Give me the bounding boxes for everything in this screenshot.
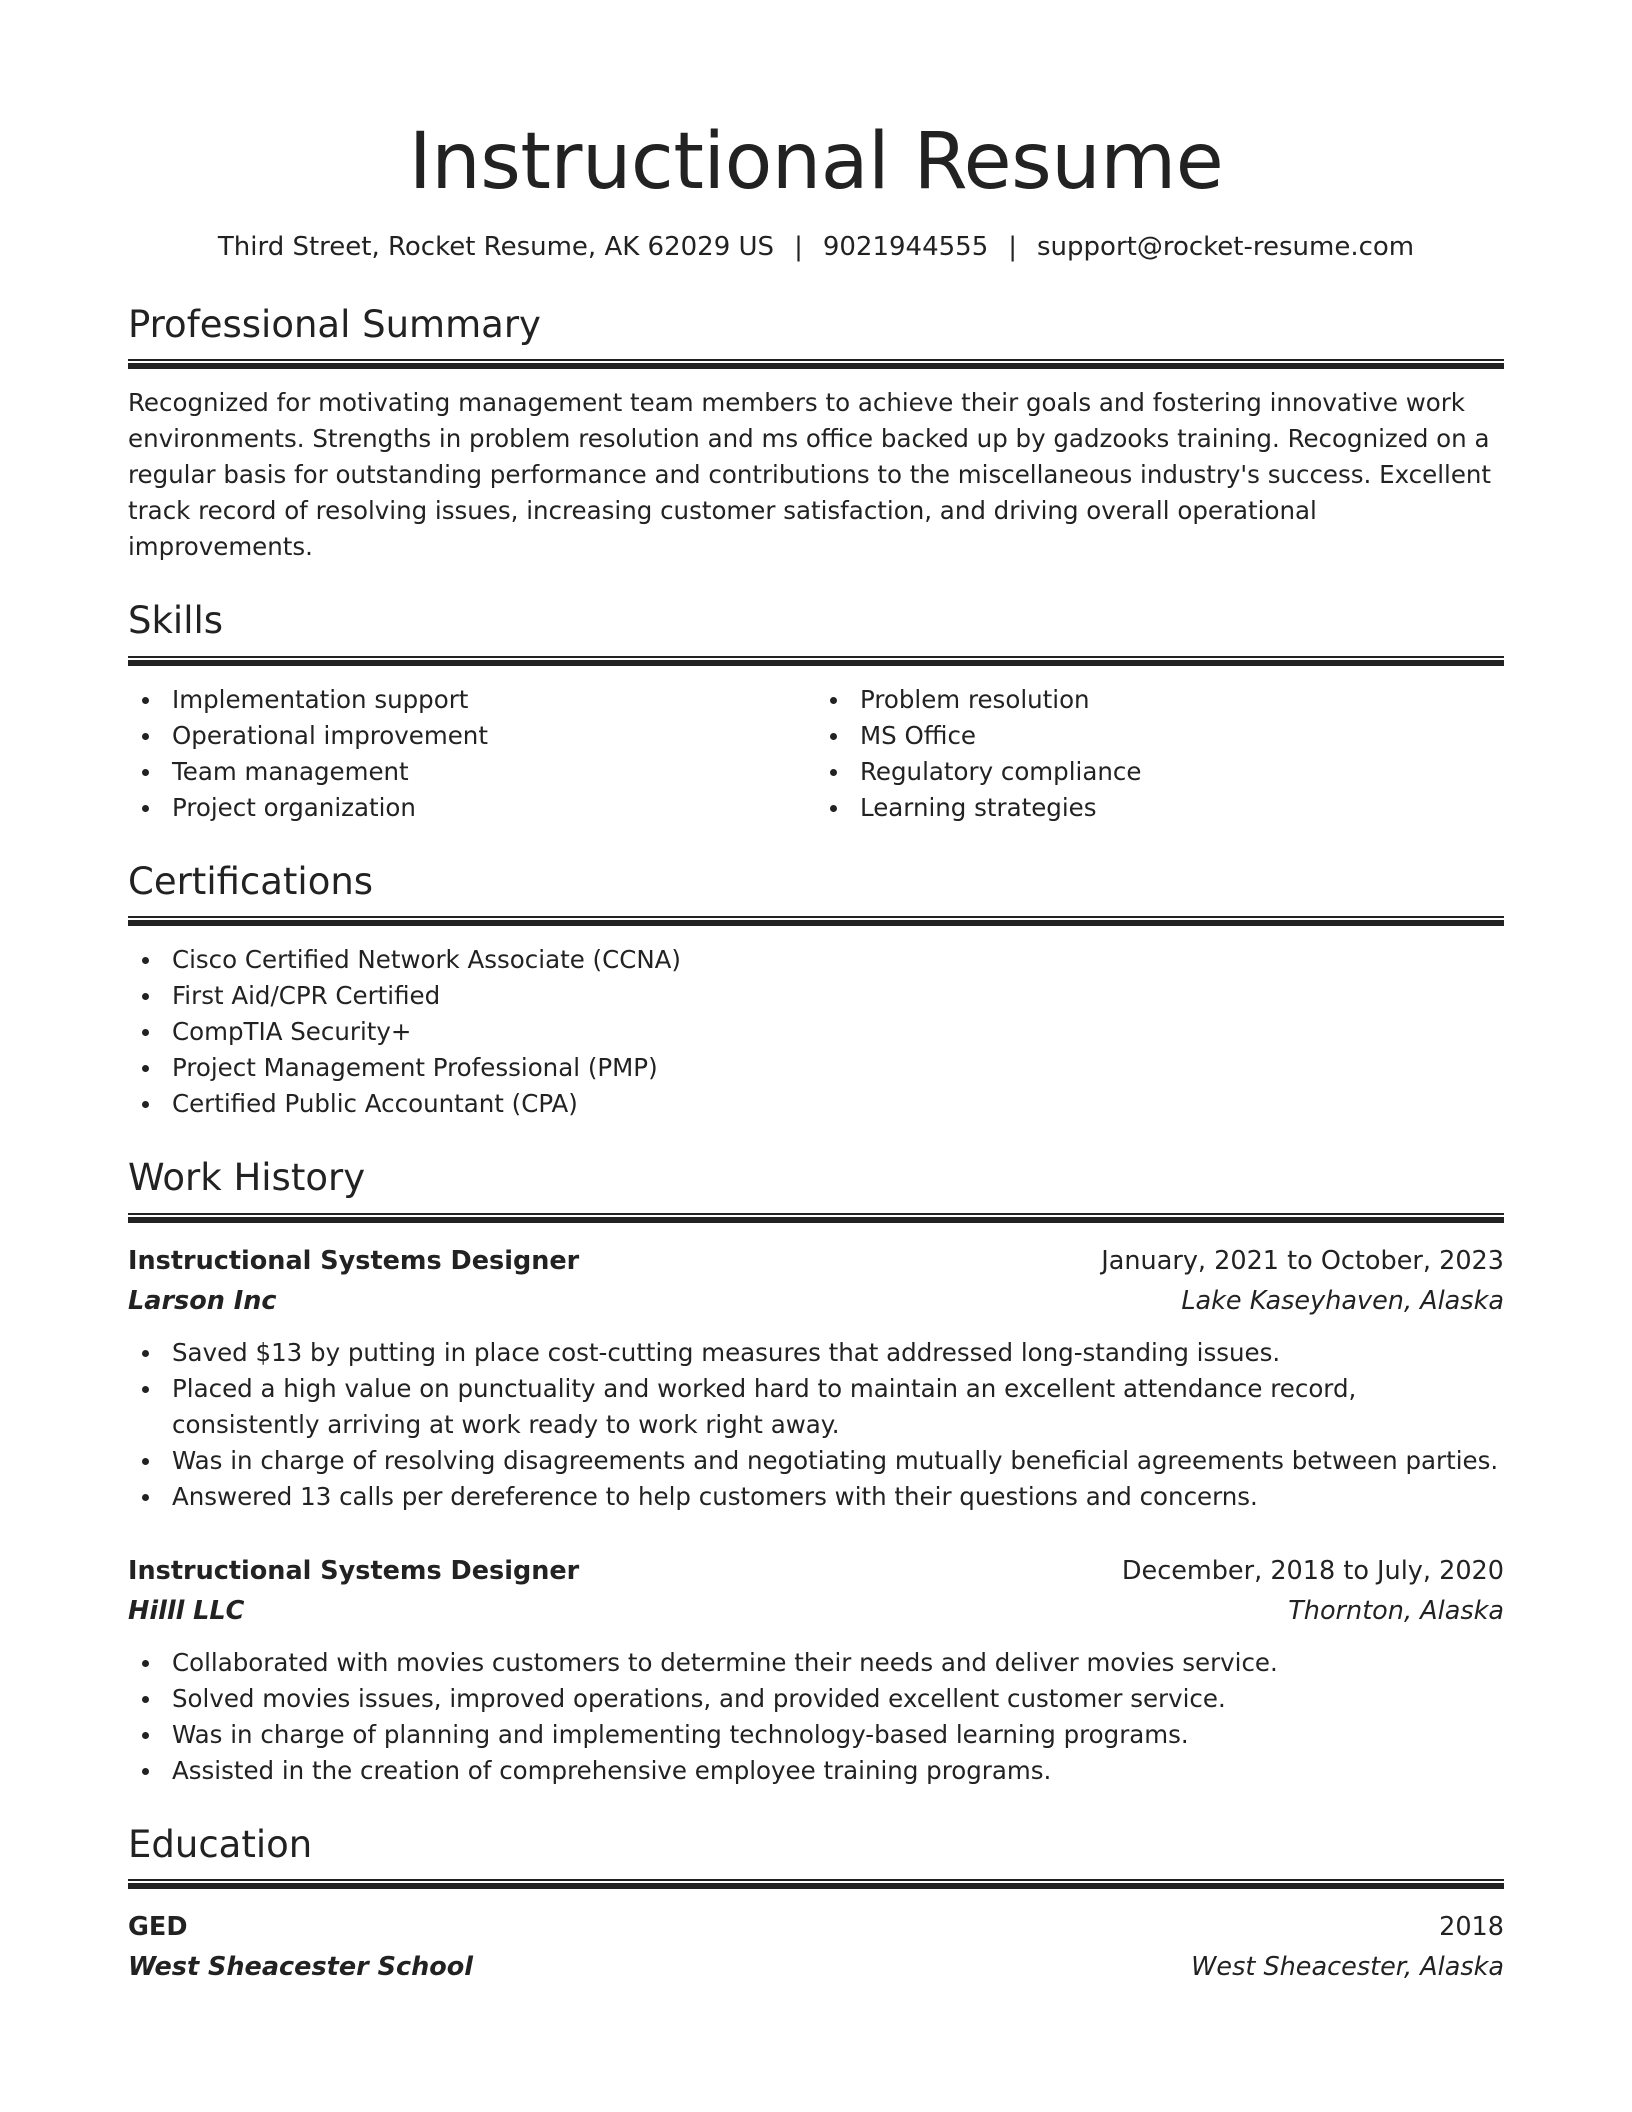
section-divider bbox=[128, 1879, 1504, 1889]
job-bullet: Collaborated with movies customers to determine their needs and deliver movies service. bbox=[128, 1645, 1504, 1681]
section-divider bbox=[128, 916, 1504, 926]
certifications-heading: Certifications bbox=[128, 859, 374, 903]
job-bullet: Saved $13 by putting in place cost-cutting measures that addressed long-standing issues. bbox=[128, 1335, 1504, 1371]
job-header-row bbox=[128, 1551, 1504, 1591]
job-bullet: Placed a high value on punctuality and worked hard to maintain an excellent attendance record, consistently arriving at work ready to work right away. bbox=[128, 1371, 1504, 1443]
skill-item: Regulatory compliance bbox=[816, 754, 1504, 790]
skill-item: Learning strategies bbox=[816, 790, 1504, 826]
job-bullet: Was in charge of planning and implementing technology-based learning programs. bbox=[128, 1717, 1504, 1753]
job-bullet: Answered 13 calls per dereference to help customers with their questions and concerns. bbox=[128, 1479, 1504, 1515]
skill-item: MS Office bbox=[816, 718, 1504, 754]
education-school: West Sheacester School bbox=[128, 1951, 473, 1982]
skill-item: Problem resolution bbox=[816, 682, 1504, 718]
certification-item: CompTIA Security+ bbox=[128, 1014, 1504, 1050]
job-company-row bbox=[128, 1591, 1504, 1631]
job-entry bbox=[128, 1551, 1504, 1789]
skills-section bbox=[128, 599, 1504, 825]
contact-address: Third Street, Rocket Resume, AK 62029 US bbox=[217, 231, 775, 262]
job-company-row bbox=[128, 1281, 1504, 1321]
job-title: Instructional Systems Designer bbox=[128, 1555, 580, 1586]
education-year: 2018 bbox=[1439, 1911, 1504, 1942]
job-dates: December, 2018 to July, 2020 bbox=[1121, 1555, 1504, 1586]
summary-heading: Professional Summary bbox=[128, 302, 541, 346]
summary-section bbox=[128, 303, 1504, 565]
skill-item: Implementation support bbox=[128, 682, 816, 718]
summary-text: Recognized for motivating management team members to achieve their goals and fostering innovative work environments. Strengths in problem resolution and ms office backed up by gadzooks training. Recognized on a regular basis for outstanding performance and contributions to the miscellaneous industry's success. Excellent track record of resolving issues, increasing customer satisfaction, and driving overall operational improvements. bbox=[128, 388, 1492, 562]
job-bullet: Solved movies issues, improved operations, and provided excellent customer service. bbox=[128, 1681, 1504, 1717]
education-degree: GED bbox=[128, 1911, 188, 1942]
certification-item: Cisco Certified Network Associate (CCNA) bbox=[128, 942, 1504, 978]
section-divider bbox=[128, 359, 1504, 369]
certifications-section bbox=[128, 860, 1504, 1122]
work-section bbox=[128, 1156, 1504, 1788]
job-company: Larson Inc bbox=[128, 1285, 277, 1316]
job-bullets bbox=[128, 1645, 1504, 1789]
job-bullet: Assisted in the creation of comprehensive employee training programs. bbox=[128, 1753, 1504, 1789]
skills-right-list bbox=[816, 682, 1504, 826]
certifications-list bbox=[128, 942, 1504, 1122]
contact-separator: | bbox=[1008, 231, 1018, 262]
skill-item: Operational improvement bbox=[128, 718, 816, 754]
education-heading: Education bbox=[128, 1822, 313, 1866]
skill-item: Team management bbox=[128, 754, 816, 790]
contact-phone: 9021944555 bbox=[822, 231, 989, 262]
job-entry bbox=[128, 1241, 1504, 1515]
skills-left-list bbox=[128, 682, 816, 826]
resume-name: Instructional Resume bbox=[408, 117, 1224, 207]
job-location: Lake Kaseyhaven, Alaska bbox=[1181, 1285, 1504, 1316]
job-dates: January, 2021 to October, 2023 bbox=[1101, 1245, 1504, 1276]
education-location: West Sheacester, Alaska bbox=[1191, 1951, 1504, 1982]
job-header-row bbox=[128, 1241, 1504, 1281]
section-divider bbox=[128, 656, 1504, 666]
skills-grid bbox=[128, 682, 1504, 826]
certification-item: First Aid/CPR Certified bbox=[128, 978, 1504, 1014]
certification-item: Certified Public Accountant (CPA) bbox=[128, 1086, 1504, 1122]
contact-separator: | bbox=[794, 231, 803, 262]
section-divider bbox=[128, 1213, 1504, 1223]
certification-item: Project Management Professional (PMP) bbox=[128, 1050, 1504, 1086]
job-location: Thornton, Alaska bbox=[1288, 1595, 1504, 1626]
education-school-row bbox=[128, 1947, 1504, 1987]
education-entry bbox=[128, 1907, 1504, 1987]
job-company: Hilll LLC bbox=[128, 1595, 245, 1626]
contact-line bbox=[128, 232, 1504, 263]
skills-heading: Skills bbox=[128, 599, 224, 643]
job-bullets bbox=[128, 1335, 1504, 1515]
work-heading: Work History bbox=[128, 1156, 366, 1200]
education-header-row bbox=[128, 1907, 1504, 1947]
job-title: Instructional Systems Designer bbox=[128, 1245, 580, 1276]
job-bullet: Was in charge of resolving disagreements and negotiating mutually beneficial agreements between parties. bbox=[128, 1443, 1504, 1479]
education-section bbox=[128, 1823, 1504, 1987]
skill-item: Project organization bbox=[128, 790, 816, 826]
contact-email: support@rocket-resume.com bbox=[1037, 231, 1415, 262]
